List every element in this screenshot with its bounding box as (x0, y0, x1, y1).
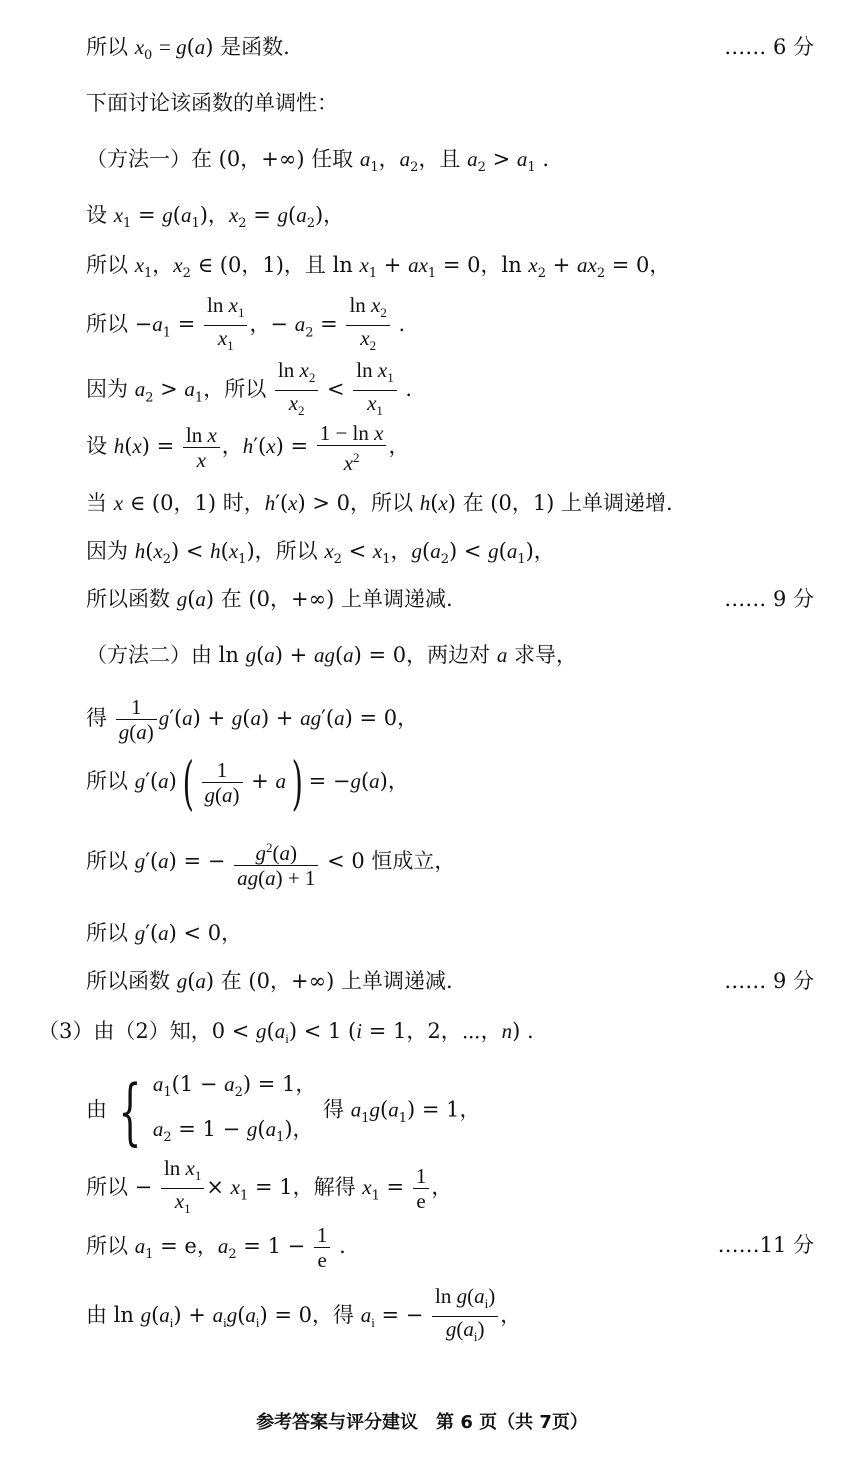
score-6: …… 6 分 (724, 35, 814, 59)
line-6: 所以 $-a_1$ = $\frac{\ln x_1}{x_1}$ ，− $a_2$ = $\frac{\ln x_2}{x_2}$ . (86, 293, 406, 354)
line-2: 下面讨论该函数的单调性： (86, 91, 338, 115)
line-5: 所以 $x_1$，$x_2$ ∈ (0，1)，且 $\ln x_1 + ax_1 = 0$，$\ln x_2 + ax_2 = 0$， (86, 253, 671, 282)
line-10: 因为 $h(x_2) < h(x_1)$，所以 $x_2 < x_1$，$g(a_2) < g(a_1)$， (86, 539, 555, 568)
line-7: 因为 $a_2 > a_1$，所以 $\frac{\ln x_2}{x_2}$ < $\frac{\ln x_1}{x_1}$ . (86, 358, 413, 419)
line-14: 所以 g′(a)( $\frac{1}{g(a)}$ + a) = −g(a)， (86, 748, 409, 817)
score-9-b: …… 9 分 (724, 969, 814, 993)
line-21: 所以 $a_1 = e$，$a_2 = 1$ − $\frac{1}{e}$ . (86, 1223, 346, 1272)
line-17: 所以函数 g(a) 在 (0，+∞) 上单调递减. (86, 969, 453, 993)
line-8: 设 h(x) = $\frac{\text{ln x}}{x}$ ，h′(x) = $\frac{\text{1 − ln x}}{x^2}$ ， (86, 420, 410, 475)
line-16: 所以 g′(a) < 0， (86, 921, 243, 945)
score-9-a: …… 9 分 (724, 587, 814, 611)
page-footer: 参考答案与评分建议 第 6 页（共 7页） (256, 1412, 588, 1433)
line-18: （3）由（2）知，$0 < g(a_i) < 1$ (i = 1，2，⋯，n) . (38, 1019, 534, 1047)
line-15: 所以 g′(a) = − $\frac{g^2(a)}{ag(a) + 1}$ < 0 恒成立， (86, 835, 455, 890)
line-3: （方法一）在 (0，+∞) 任取 $a_1$，$a_2$，且 $a_2 > a_1$ . (86, 147, 549, 176)
line-11: 所以函数 g(a) 在 (0，+∞) 上单调递减. (86, 587, 453, 611)
line-22: 由 $\ln g(a_i) + a_ig(a_i) = 0$，得 $a_i$ = − $\frac{\ln g(a_i)}{g(a_i)}$ ， (86, 1284, 522, 1345)
line-13: 得 $\frac{1}{g(a)}$ g′(a) + g(a) + ag′(a) = 0， (86, 695, 419, 744)
line-1: 所以 $x_0 = g(a)$ 是函数. (86, 35, 290, 64)
line-20: 所以 − $\frac{\ln x_1}{x_1}$ × $x_1 = 1$，解得 $x_1$ = $\frac{1}{e}$ ， (86, 1156, 453, 1217)
line-12: （方法二）由 ln g(a) + ag(a) = 0，两边对 a 求导， (86, 643, 578, 667)
line-9: 当 x ∈ (0，1) 时，h′(x) > 0，所以 h(x) 在 (0，1) 上单调递增. (86, 491, 673, 515)
line-4: 设 $x_1 = g(a_1)$，$x_2 = g(a_2)$， (86, 203, 345, 232)
line-19: 由 { $a_1(1 - a_2) = 1$， $a_2 = 1 - g(a_1)$， 得 $a_1g(a_1) = 1$， (86, 1069, 481, 1154)
score-11: ……11 分 (717, 1233, 814, 1257)
